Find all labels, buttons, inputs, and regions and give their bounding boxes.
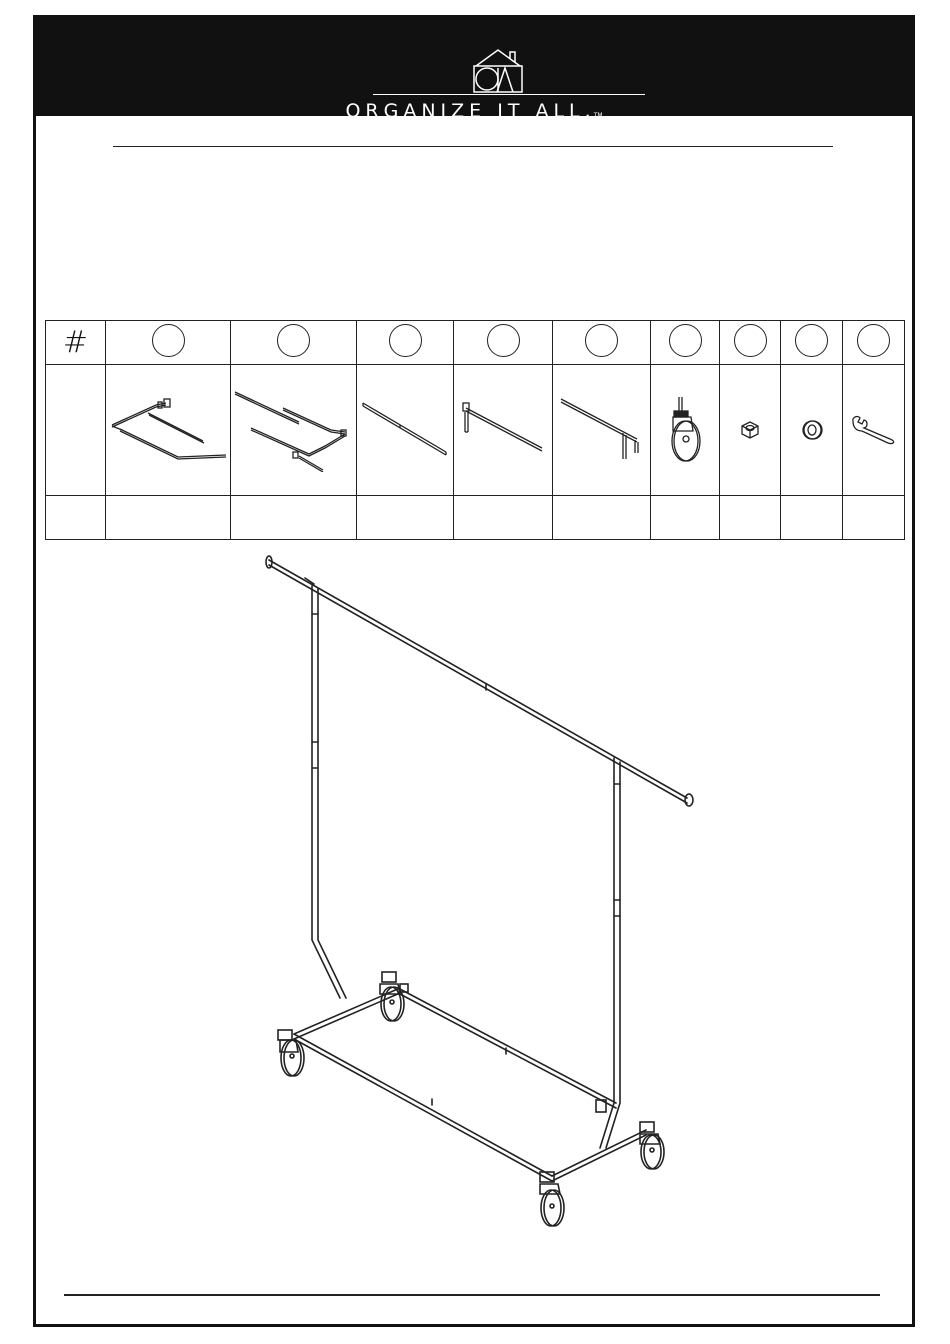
part-qty-cell: [553, 496, 651, 540]
part-qty-cell: [720, 496, 781, 540]
brand-name: ORGANIZE IT ALL.TM: [345, 100, 603, 122]
upright-with-pin-part-icon: [460, 400, 546, 460]
hash-header: #: [46, 321, 106, 365]
top-bar-with-pins-part-icon: [559, 397, 645, 463]
caster-back-right: [596, 1100, 664, 1169]
title-rule: [113, 146, 833, 147]
right-upright: [600, 758, 620, 1148]
straight-bar-part-icon: [360, 400, 450, 460]
part-letter-circle: [357, 321, 454, 365]
part-letter-circle: [231, 321, 357, 365]
part-image-cell: [454, 365, 553, 496]
base-frame-part-icon: [108, 395, 228, 465]
part-qty-cell: [357, 496, 454, 540]
parts-image-row: [46, 365, 905, 496]
part-qty-cell: [843, 496, 905, 540]
part-qty-cell: [231, 496, 357, 540]
left-upright: [305, 578, 346, 998]
house-logo-icon: [472, 48, 524, 94]
hex-nut-icon: [738, 420, 762, 440]
part-image-cell: [720, 365, 781, 496]
part-letter-circle: [454, 321, 553, 365]
footer-rule: [64, 1294, 880, 1296]
part-image-cell: [553, 365, 651, 496]
part-image-cell: [357, 365, 454, 496]
part-image-cell: [231, 365, 357, 496]
parts-quantity-row: [46, 496, 905, 540]
part-letter-circle: [781, 321, 843, 365]
part-letter-circle: [651, 321, 720, 365]
part-qty-cell: [781, 496, 843, 540]
image-label-cell: [46, 365, 106, 496]
part-image-cell: [781, 365, 843, 496]
part-image-cell: [843, 365, 905, 496]
side-frames-part-icon: [233, 388, 355, 472]
top-hanging-bar: [266, 556, 693, 806]
part-image-cell: [651, 365, 720, 496]
part-qty-cell: [106, 496, 231, 540]
qty-label-cell: [46, 496, 106, 540]
parts-table: [45, 320, 905, 540]
part-letter-circle: [843, 321, 905, 365]
brand-header: [36, 18, 912, 122]
wrench-icon: [850, 415, 898, 445]
part-letter-circle: [553, 321, 651, 365]
assembled-rack-illustration: [250, 548, 710, 1238]
part-letter-circle: [720, 321, 781, 365]
part-letter-circle: [106, 321, 231, 365]
part-image-cell: [106, 365, 231, 496]
logo-divider: [373, 94, 645, 95]
caster-wheel-icon: [665, 395, 705, 465]
caster-back-left: [380, 972, 408, 1021]
washer-icon: [799, 419, 825, 441]
parts-header-row: [46, 321, 905, 365]
part-qty-cell: [651, 496, 720, 540]
part-qty-cell: [454, 496, 553, 540]
base-frame: [294, 988, 646, 1181]
